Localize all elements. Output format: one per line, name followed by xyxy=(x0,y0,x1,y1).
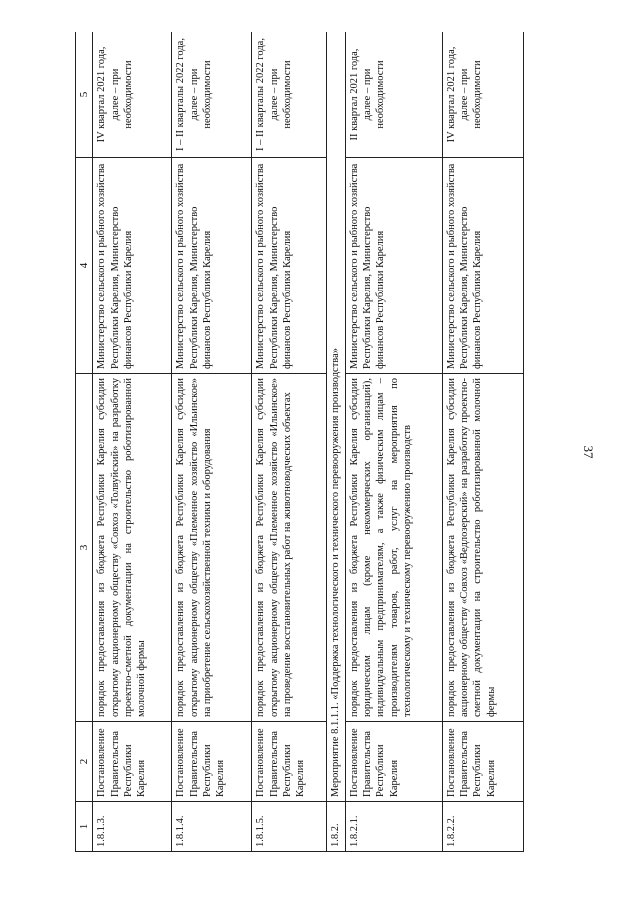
executor: Министерство сельского и рыбного хозяйства Республики Карелия, Министерство финансов Республики Карелия xyxy=(252,158,327,374)
act-subject: порядок предоставления из бюджета Республики Карелия субсидии открытому акционерному обществу «Племенное хозяйство «Ильинское» на проведение восстановительных работ на животноводческих объектах xyxy=(252,374,327,722)
act-type: Постановление Правительства Республики Карелия xyxy=(252,722,327,802)
row-number: 1.8.2.2. xyxy=(442,802,523,852)
column-header-5: 5 xyxy=(76,32,93,158)
act-subject: порядок предоставления из бюджета Республики Карелия субсидии открытому акционерному обществу «Племенное хозяйство «Ильинское» на приобретение сельскохозяйственной техники и оборудования xyxy=(172,374,252,722)
act-type: Постановление Правительства Республики Карелия xyxy=(93,722,172,802)
act-type: Постановление Правительства Республики Карелия xyxy=(345,722,442,802)
deadline: IV квартал 2021 года, далее – при необходимости xyxy=(93,32,172,158)
row-number: 1.8.1.3. xyxy=(93,802,172,852)
section-number: 1.8.2. xyxy=(327,802,345,852)
table-row xyxy=(252,32,327,852)
measures-table xyxy=(75,32,524,852)
deadline: I – II кварталы 2022 года, далее – при необходимости xyxy=(252,32,327,158)
table-header-row xyxy=(76,32,93,852)
deadline: IV квартал 2021 года, далее – при необходимости xyxy=(442,32,523,158)
rotated-table-viewport xyxy=(75,32,560,852)
act-type: Постановление Правительства Республики Карелия xyxy=(442,722,523,802)
act-subject: порядок предоставления из бюджета Республики Карелия субсидии юридическим лицам (кроме некоммерческих организаций), индивидуальным предпринимателям, а также физическим лицам – производителям товаров, работ, услуг на мероприятия по технологическому и техническому перевооружению производств xyxy=(345,374,442,722)
table-row xyxy=(93,32,172,852)
row-number: 1.8.1.5. xyxy=(252,802,327,852)
column-header-2: 2 xyxy=(76,722,93,802)
rotated-table-content xyxy=(75,32,560,852)
row-number: 1.8.1.4. xyxy=(172,802,252,852)
table-row xyxy=(442,32,523,852)
executor: Министерство сельского и рыбного хозяйства Республики Карелия, Министерство финансов Республики Карелия xyxy=(442,158,523,374)
act-type: Постановление Правительства Республики Карелия xyxy=(172,722,252,802)
page-number: 37 xyxy=(581,445,596,459)
act-subject: порядок предоставления из бюджета Республики Карелия субсидии открытому акционерному обществу «Совхоз «Толвуйский» на разработку проектно-сметной документации на строительство роботизированной молочной фермы xyxy=(93,374,172,722)
executor: Министерство сельского и рыбного хозяйства Республики Карелия, Министерство финансов Республики Карелия xyxy=(345,158,442,374)
executor: Министерство сельского и рыбного хозяйства Республики Карелия, Министерство финансов Республики Карелия xyxy=(172,158,252,374)
column-header-1: 1 xyxy=(76,802,93,852)
deadline: II квартал 2021 года, далее – при необходимости xyxy=(345,32,442,158)
deadline: I – II кварталы 2022 года, далее – при необходимости xyxy=(172,32,252,158)
executor: Министерство сельского и рыбного хозяйства Республики Карелия, Министерство финансов Республики Карелия xyxy=(93,158,172,374)
table-row xyxy=(345,32,442,852)
section-row xyxy=(327,32,345,852)
row-number: 1.8.2.1. xyxy=(345,802,442,852)
act-subject: порядок предоставления из бюджета Республики Карелия субсидии акционерному обществу «Совхоз «Ведлозерский» на разработку проектно-сметной документации на строительство роботизированной молочной фермы xyxy=(442,374,523,722)
table-row xyxy=(172,32,252,852)
section-title: Мероприятие 8.1.1.1. «Поддержка технологического и технического перевооружения производства» xyxy=(327,32,345,802)
column-header-4: 4 xyxy=(76,158,93,374)
column-header-3: 3 xyxy=(76,374,93,722)
